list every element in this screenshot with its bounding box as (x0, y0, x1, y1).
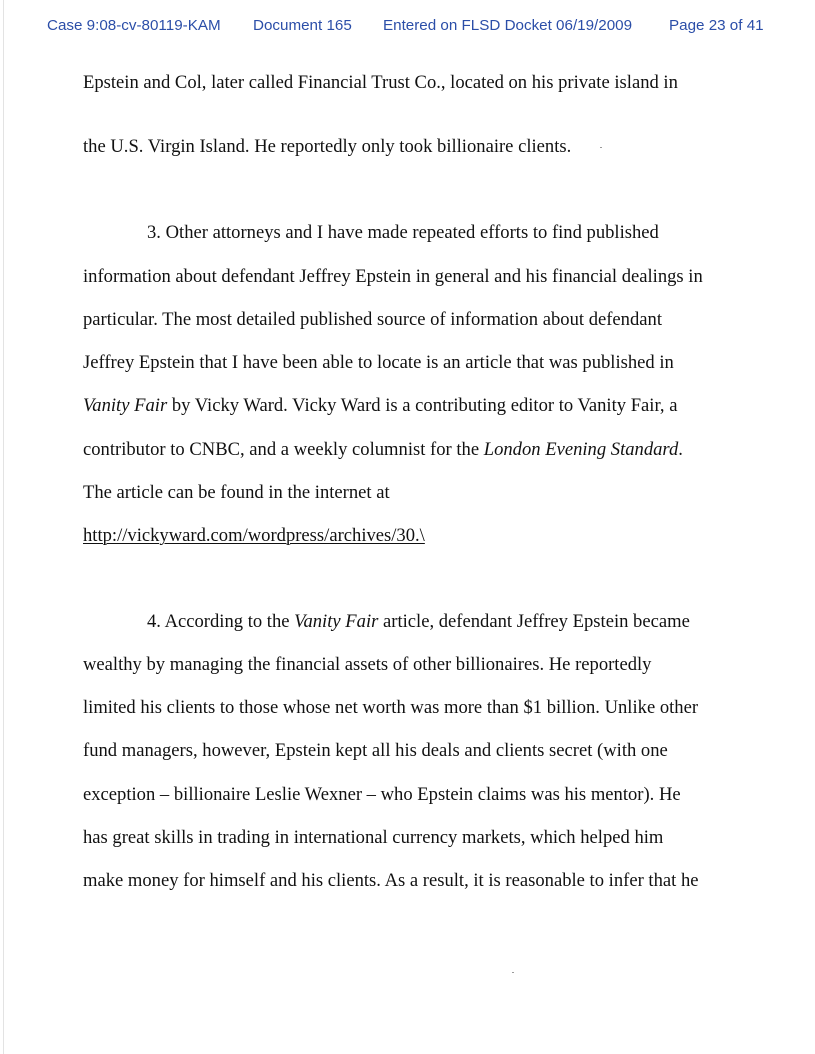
paragraph-3-start: 3. Other attorneys and I have made repeated efforts to find published (147, 222, 659, 243)
paragraph-4-start (147, 611, 690, 633)
scan-artifact (512, 972, 514, 973)
text-line: exception – billionaire Leslie Wexner – who Epstein claims was his mentor). He (83, 784, 681, 805)
docket-entry-date: Entered on FLSD Docket 06/19/2009 (383, 17, 633, 34)
docket-header (0, 17, 815, 39)
text-line: information about defendant Jeffrey Epstein in general and his financial dealings in (83, 266, 703, 287)
text-span: . (678, 439, 683, 460)
scan-artifact (600, 147, 602, 148)
text-line: the U.S. Virgin Island. He reportedly only took billionaire clients. (83, 136, 572, 157)
document-number: Document 165 (253, 17, 352, 34)
case-number: Case 9:08-cv-80119-KAM (47, 17, 221, 34)
text-line: Epstein and Col, later called Financial Trust Co., located on his private island in (83, 72, 678, 93)
text-line: particular. The most detailed published source of information about defendant (83, 309, 662, 330)
scan-edge-line (3, 0, 4, 1054)
text-line (83, 439, 683, 461)
text-line (83, 395, 677, 417)
article-url: http://vickyward.com/wordpress/archives/30.\ (83, 525, 425, 546)
text-span: by Vicky Ward. Vicky Ward is a contributing editor to Vanity Fair, a (167, 395, 678, 416)
text-line: has great skills in trading in international currency markets, which helped him (83, 827, 664, 848)
text-line: wealthy by managing the financial assets of other billionaires. He reportedly (83, 654, 652, 675)
publication-title: Vanity Fair (83, 395, 168, 416)
text-line: fund managers, however, Epstein kept all his deals and clients secret (with one (83, 740, 668, 761)
text-line: The article can be found in the internet at (83, 482, 390, 503)
text-line: make money for himself and his clients. As a result, it is reasonable to infer that he (83, 870, 699, 891)
text-span: 4. According to the (147, 611, 295, 632)
text-span: article, defendant Jeffrey Epstein became (378, 611, 690, 632)
text-line: limited his clients to those whose net worth was more than $1 billion. Unlike other (83, 697, 699, 718)
publication-title: London Evening Standard (483, 439, 679, 460)
publication-title: Vanity Fair (294, 611, 379, 632)
page-number: Page 23 of 41 (669, 17, 764, 34)
text-line: Jeffrey Epstein that I have been able to locate is an article that was published in (83, 352, 674, 373)
text-span: contributor to CNBC, and a weekly columnist for the (83, 439, 484, 460)
